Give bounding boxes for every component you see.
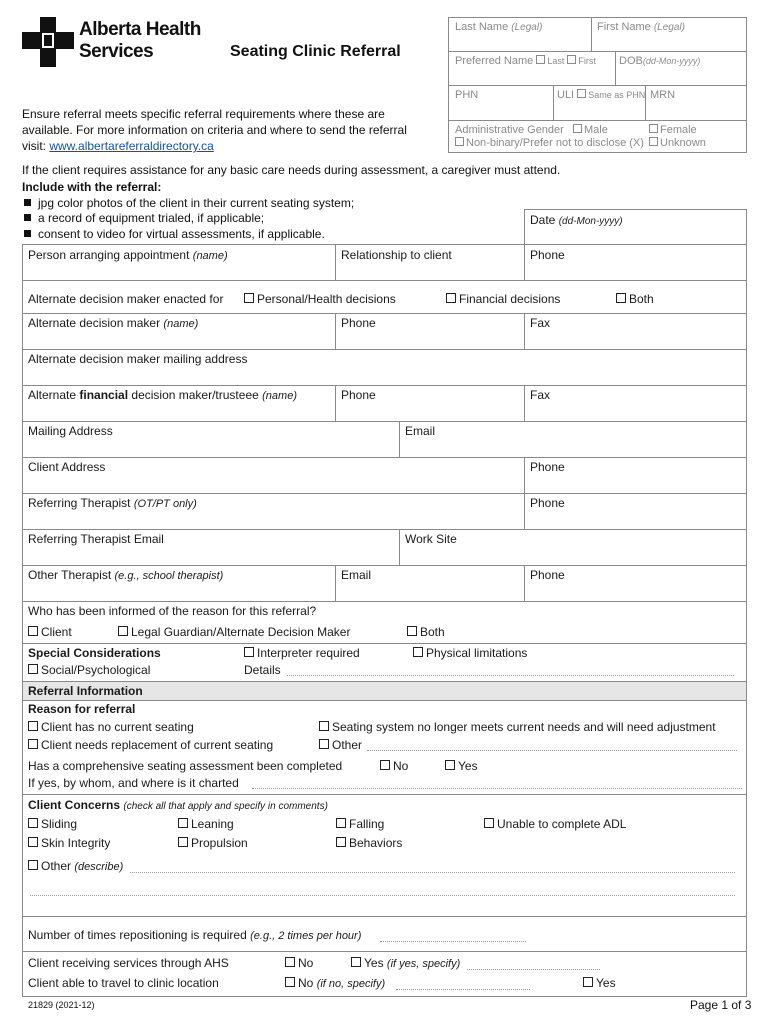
details-label: Details — [244, 663, 281, 677]
assessment-yes-option[interactable] — [445, 759, 478, 773]
ahs-no-option[interactable] — [285, 956, 313, 970]
pref-last-checkbox[interactable] — [536, 55, 545, 64]
adm-personal-option[interactable] — [244, 292, 396, 306]
work-site-field[interactable]: Work Site — [405, 532, 457, 546]
no-longer-meets-option[interactable] — [319, 720, 716, 734]
propulsion-option[interactable] — [178, 836, 248, 850]
assessment-yes-label: Yes — [458, 759, 478, 773]
preferred-name-label: Preferred Name — [455, 55, 534, 67]
informed-client-checkbox[interactable] — [28, 626, 38, 636]
skin-checkbox[interactable] — [28, 837, 38, 847]
leaning-option[interactable] — [178, 817, 234, 831]
adm-personal-checkbox[interactable] — [244, 293, 254, 303]
informed-guardian-option[interactable] — [118, 625, 350, 639]
person-arranging-hint: (name) — [192, 250, 228, 262]
sliding-option[interactable] — [28, 817, 77, 831]
repositioning-hint: (e.g., 2 times per hour) — [250, 930, 362, 942]
ahs-yes-checkbox[interactable] — [351, 957, 361, 967]
ahs-yes-hint: (if yes, specify) — [386, 958, 461, 970]
referring-phone-field[interactable]: Phone — [530, 496, 565, 510]
adm-fax-field[interactable]: Fax — [530, 316, 551, 330]
female-label: Female — [660, 124, 697, 136]
reason-other-input[interactable] — [367, 750, 737, 751]
ahs-specify-input[interactable] — [467, 969, 600, 970]
no-longer-meets-checkbox[interactable] — [319, 721, 329, 731]
adm-address-field[interactable]: Alternate decision maker mailing address — [28, 352, 248, 366]
uli-field[interactable] — [557, 89, 645, 101]
other-therapist-email-field[interactable]: Email — [341, 568, 372, 582]
referring-email-field[interactable]: Referring Therapist Email — [28, 532, 164, 546]
assessment-no-checkbox[interactable] — [380, 760, 390, 770]
interpreter-label: Interpreter required — [257, 646, 360, 660]
social-label: Social/Psychological — [41, 663, 151, 677]
person-arranging-label: Person arranging appointment — [28, 248, 190, 262]
ahs-services-label: Client receiving services through AHS — [28, 956, 229, 970]
interpreter-checkbox[interactable] — [244, 647, 254, 657]
intro-text — [22, 106, 432, 154]
dob-label: DOB — [619, 55, 643, 67]
replacement-option[interactable] — [28, 738, 273, 752]
travel-yes-checkbox[interactable] — [583, 977, 593, 987]
behaviors-option[interactable] — [336, 836, 402, 850]
propulsion-label: Propulsion — [191, 836, 248, 850]
arranger-phone-field[interactable]: Phone — [530, 248, 565, 262]
intro-body: Ensure referral meets specific referral requirements where these are available. For more information on criteria and where to send the referral visit: — [22, 107, 407, 153]
physical-label: Physical limitations — [426, 646, 528, 660]
male-checkbox[interactable] — [573, 124, 582, 133]
adl-option[interactable] — [484, 817, 626, 831]
nonbinary-option[interactable] — [455, 137, 644, 149]
mailing-email-field[interactable]: Email — [405, 424, 436, 438]
other-therapist-hint: (e.g., school therapist) — [114, 570, 224, 582]
pref-first-label: First — [578, 56, 596, 66]
adm-financial-label: Financial decisions — [459, 292, 561, 306]
other-therapist-phone-field[interactable]: Phone — [530, 568, 565, 582]
no-longer-meets-label: Seating system no longer meets current needs and will need adjustment — [332, 720, 716, 734]
informed-client-label: Client — [41, 625, 72, 639]
first-name-label: First Name — [597, 21, 651, 33]
adm-financial-option[interactable] — [446, 292, 560, 306]
charted-input[interactable] — [252, 788, 742, 789]
travel-specify-input[interactable] — [396, 989, 530, 990]
reason-other-checkbox[interactable] — [319, 739, 329, 749]
concerns-other-label: Other — [41, 859, 72, 873]
include-item-text: a record of equipment trialed, if applicable; — [38, 211, 265, 225]
assessment-no-option[interactable] — [380, 759, 408, 773]
adl-checkbox[interactable] — [484, 818, 494, 828]
unknown-label: Unknown — [660, 137, 706, 149]
leaning-checkbox[interactable] — [178, 818, 188, 828]
adm-financial-checkbox[interactable] — [446, 293, 456, 303]
repositioning-label: Number of times repositioning is required — [28, 928, 247, 942]
no-seating-checkbox[interactable] — [28, 721, 38, 731]
informed-both-checkbox[interactable] — [407, 626, 417, 636]
adm-both-option[interactable] — [616, 292, 654, 306]
same-as-phn-checkbox[interactable] — [577, 89, 586, 98]
referring-therapist-field[interactable] — [28, 496, 197, 510]
afdm-hint: (name) — [262, 390, 297, 402]
behaviors-label: Behaviors — [349, 836, 403, 850]
client-address-field[interactable]: Client Address — [28, 460, 106, 474]
travel-yes-label: Yes — [596, 976, 616, 990]
mailing-address-field[interactable]: Mailing Address — [28, 424, 113, 438]
adm-both-label: Both — [629, 292, 654, 306]
include-item-1 — [24, 196, 354, 210]
uli-label: ULI — [557, 89, 575, 101]
ahs-yes-option[interactable] — [351, 956, 460, 970]
bullet-icon — [24, 214, 31, 221]
charted-label: If yes, by whom, and where is it charted — [28, 776, 239, 790]
bullet-icon — [24, 199, 31, 206]
informed-guardian-checkbox[interactable] — [118, 626, 128, 636]
adm-personal-label: Personal/Health decisions — [257, 292, 396, 306]
caregiver-note: If the client requires assistance for any basic care needs during assessment, a caregiver must attend. — [22, 163, 561, 177]
travel-no-option[interactable] — [285, 976, 385, 990]
first-name-hint: (Legal) — [653, 22, 685, 33]
concerns-heading: Client Concerns — [28, 798, 121, 812]
form-code: 21829 (2021-12) — [28, 1000, 95, 1010]
concerns-other-input[interactable] — [130, 872, 735, 873]
form-title: Seating Clinic Referral — [230, 43, 401, 60]
travel-yes-option[interactable] — [583, 976, 616, 990]
person-arranging-field[interactable] — [28, 248, 228, 262]
propulsion-checkbox[interactable] — [178, 837, 188, 847]
ahs-yes-label: Yes — [364, 956, 384, 970]
assessment-question: Has a comprehensive seating assessment been completed — [28, 759, 343, 773]
client-phone-field[interactable]: Phone — [530, 460, 565, 474]
logo-line-2: Services — [79, 41, 154, 62]
same-as-phn-label: Same as PHN — [588, 90, 646, 100]
travel-label: Client able to travel to clinic location — [28, 976, 219, 990]
referring-therapist-hint: (OT/PT only) — [133, 498, 197, 510]
logo-line-1: Alberta Health — [79, 19, 201, 40]
assessment-no-label: No — [393, 759, 409, 773]
informed-question: Who has been informed of the reason for this referral? — [28, 604, 317, 618]
date-label — [530, 213, 623, 227]
last-name-label: Last Name — [455, 21, 509, 33]
date-hint: (dd-Mon-yyyy) — [558, 216, 623, 227]
dob-hint: (dd-Mon-yyyy) — [642, 56, 701, 66]
bullet-icon — [24, 230, 31, 237]
afdm-post: decision maker/trusteee — [128, 388, 259, 402]
no-seating-option[interactable] — [28, 720, 194, 734]
repositioning-input[interactable] — [380, 941, 526, 942]
adm-name-label: Alternate decision maker — [28, 316, 161, 330]
unknown-checkbox[interactable] — [649, 137, 658, 146]
repositioning-field — [28, 928, 361, 942]
referring-therapist-label: Referring Therapist — [28, 496, 131, 510]
afdm-phone-field[interactable]: Phone — [341, 388, 376, 402]
unknown-option[interactable] — [649, 137, 706, 149]
adm-enacted-label: Alternate decision maker enacted for — [28, 292, 224, 306]
last-name-field[interactable] — [455, 21, 542, 33]
adm-both-checkbox[interactable] — [616, 293, 626, 303]
behaviors-checkbox[interactable] — [336, 837, 346, 847]
gender-label — [455, 124, 608, 136]
include-item-text: jpg color photos of the client in their current seating system; — [38, 196, 355, 210]
concerns-heading-row — [28, 798, 328, 812]
ahs-no-checkbox[interactable] — [285, 957, 295, 967]
concerns-other-input-2[interactable] — [30, 895, 735, 896]
reason-other-option[interactable] — [319, 738, 362, 752]
assessment-yes-checkbox[interactable] — [445, 760, 455, 770]
travel-no-checkbox[interactable] — [285, 977, 295, 987]
preferred-name-field[interactable] — [455, 55, 596, 67]
travel-no-hint: (if no, specify) — [316, 978, 386, 990]
skin-label: Skin Integrity — [41, 836, 111, 850]
replacement-label: Client needs replacement of current seating — [41, 738, 274, 752]
other-therapist-field[interactable] — [28, 568, 223, 582]
referral-info-heading: Referral Information — [28, 684, 143, 698]
female-checkbox[interactable] — [649, 124, 658, 133]
informed-client-option[interactable] — [28, 625, 72, 639]
informed-both-option[interactable] — [407, 625, 445, 639]
social-checkbox[interactable] — [28, 664, 38, 674]
date-text: Date — [530, 213, 556, 227]
concerns-other-option[interactable] — [28, 859, 123, 873]
falling-checkbox[interactable] — [336, 818, 346, 828]
sliding-checkbox[interactable] — [28, 818, 38, 828]
physical-checkbox[interactable] — [413, 647, 423, 657]
adl-label: Unable to complete ADL — [497, 817, 627, 831]
concerns-other-hint: (describe) — [74, 861, 124, 873]
afdm-pre: Alternate — [28, 388, 80, 402]
pref-last-label: Last — [547, 56, 565, 66]
gender-text: Administrative Gender — [455, 124, 564, 136]
include-item-text: consent to video for virtual assessments, if applicable. — [38, 227, 325, 241]
informed-both-label: Both — [420, 625, 445, 639]
ahs-logo — [22, 17, 202, 67]
concerns-hint: (check all that apply and specify in comments) — [123, 801, 328, 812]
ahs-no-label: No — [298, 956, 314, 970]
falling-option[interactable] — [336, 817, 384, 831]
concerns-other-checkbox[interactable] — [28, 860, 38, 870]
phn-field[interactable]: PHN — [455, 89, 479, 101]
falling-label: Falling — [349, 817, 385, 831]
travel-no-label: No — [298, 976, 314, 990]
afdm-name-field[interactable] — [28, 388, 297, 402]
details-input[interactable] — [287, 675, 734, 676]
last-name-hint: (Legal) — [511, 22, 543, 33]
social-option[interactable] — [28, 663, 150, 677]
mrn-field[interactable]: MRN — [650, 89, 676, 101]
special-heading: Special Considerations — [28, 646, 161, 660]
relationship-field[interactable]: Relationship to client — [341, 248, 452, 262]
referral-directory-link[interactable]: www.albertareferraldirectory.ca — [49, 139, 214, 153]
dob-field[interactable] — [619, 55, 700, 67]
adm-name-field[interactable] — [28, 316, 198, 330]
reason-heading: Reason for referral — [28, 702, 136, 716]
afdm-bold: financial — [79, 388, 129, 402]
adm-phone-field[interactable]: Phone — [341, 316, 376, 330]
afdm-fax-field[interactable]: Fax — [530, 388, 551, 402]
informed-guardian-label: Legal Guardian/Alternate Decision Maker — [131, 625, 351, 639]
skin-option[interactable] — [28, 836, 110, 850]
include-item-2 — [24, 211, 264, 225]
ahs-cross-icon — [22, 17, 74, 67]
adm-name-hint: (name) — [163, 318, 199, 330]
no-seating-label: Client has no current seating — [41, 720, 194, 734]
other-therapist-label: Other Therapist — [28, 568, 112, 582]
physical-option[interactable] — [413, 646, 527, 660]
include-item-3 — [24, 227, 325, 241]
leaning-label: Leaning — [191, 817, 234, 831]
pref-first-checkbox[interactable] — [567, 55, 576, 64]
include-heading: Include with the referral: — [22, 180, 162, 194]
nonbinary-checkbox[interactable] — [455, 137, 464, 146]
nonbinary-label: Non-binary/Prefer not to disclose (X) — [466, 137, 644, 149]
sliding-label: Sliding — [41, 817, 78, 831]
female-option[interactable] — [649, 124, 697, 136]
page-number: Page 1 of 3 — [690, 998, 752, 1012]
male-label: Male — [584, 124, 608, 136]
replacement-checkbox[interactable] — [28, 739, 38, 749]
reason-other-label: Other — [332, 738, 363, 752]
interpreter-option[interactable] — [244, 646, 360, 660]
first-name-field[interactable] — [597, 21, 685, 33]
